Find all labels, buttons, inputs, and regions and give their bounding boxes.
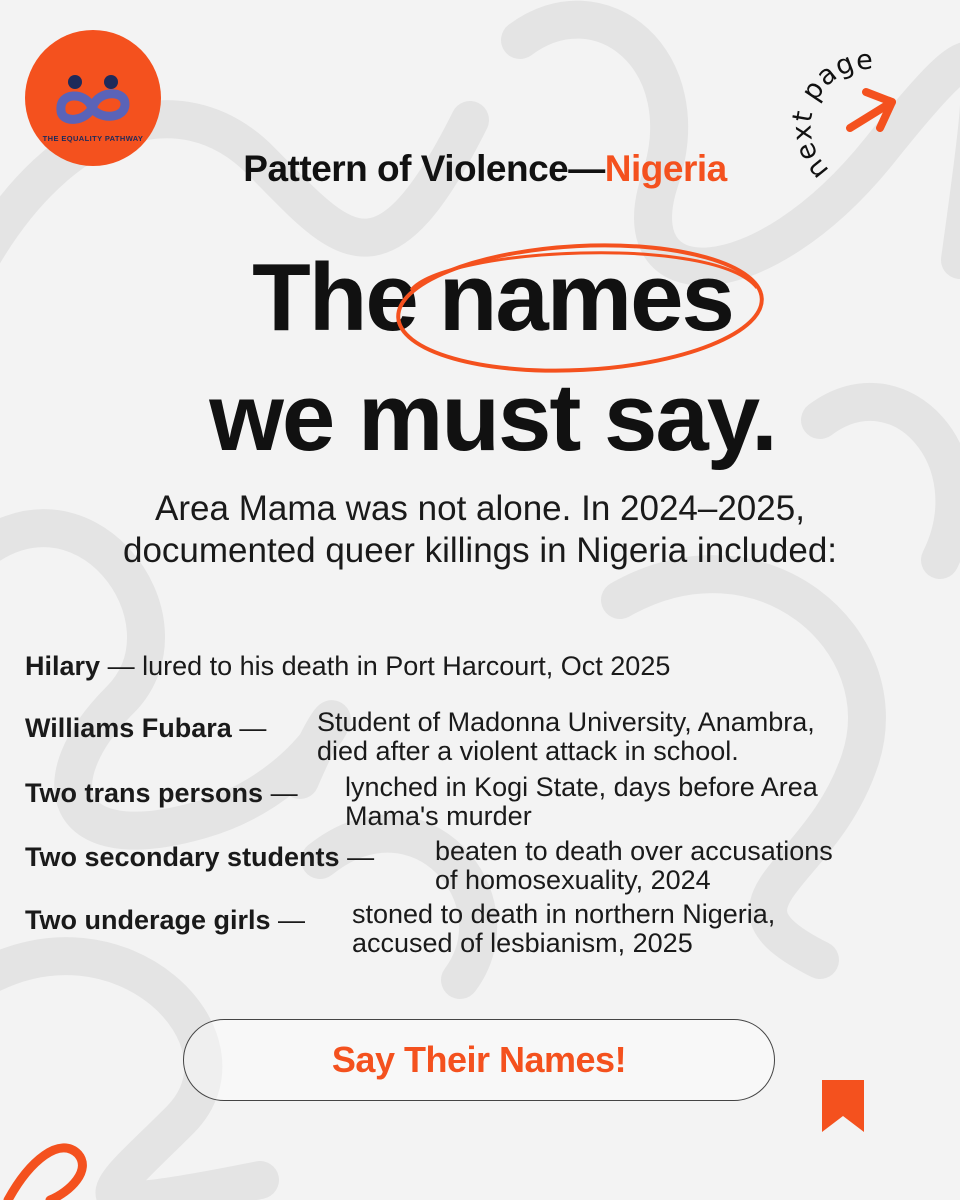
dash-separator: — [270,778,298,808]
say-their-names-button[interactable]: Say Their Names! [183,1019,775,1101]
headline-word-the: The [252,244,417,351]
section-subtitle [0,148,960,190]
next-page-label[interactable]: next page [786,44,875,186]
victim-description: lured to his death in Port Harcourt, Oct 2025 [142,651,671,681]
victim-entry [25,836,833,895]
equality-pathway-logo [25,30,161,166]
victim-name: Two underage girls [25,905,271,935]
victim-entry [25,707,815,766]
victim-description-cont: died after a violent attack in school. [317,736,739,766]
subtitle-accent: Nigeria [604,148,727,189]
victim-description: Student of Madonna University, Anambra, [317,707,815,737]
intro-line-2: documented queer killings in Nigeria included: [122,531,838,570]
victim-description: stoned to death in northern Nigeria, [352,899,776,929]
victim-entry [25,772,818,831]
logo-figures-icon [25,30,161,166]
headline-line-2: we must say. [209,364,776,471]
decorative-swirl [0,1140,110,1200]
victim-description-cont: accused of lesbianism, 2025 [352,928,693,958]
victim-description-cont: Mama's murder [345,801,532,831]
dash-separator: — [278,905,306,935]
victim-description: beaten to death over accusations [435,836,833,866]
headline-word-names: names [438,244,733,351]
victim-name: Williams Fubara [25,713,232,743]
intro-line-1: Area Mama was not alone. In 2024–2025, [155,489,805,528]
victim-name: Two trans persons [25,778,264,808]
dash-separator: — [107,651,135,681]
logo-text: THE EQUALITY PATHWAY [42,134,144,143]
victim-entry [25,899,776,958]
victim-entry [25,652,670,681]
victim-name: Two secondary students [25,842,340,872]
subtitle-prefix: Pattern of Violence— [243,148,605,189]
intro-text [0,488,960,572]
victim-name: Hilary [25,651,101,681]
victim-description-cont: of homosexuality, 2024 [435,865,711,895]
arrow-right-icon [850,92,892,128]
victim-description: lynched in Kogi State, days before Area [345,772,818,802]
dash-separator: — [239,713,267,743]
bookmark-icon[interactable] [822,1080,864,1132]
dash-separator: — [347,842,375,872]
